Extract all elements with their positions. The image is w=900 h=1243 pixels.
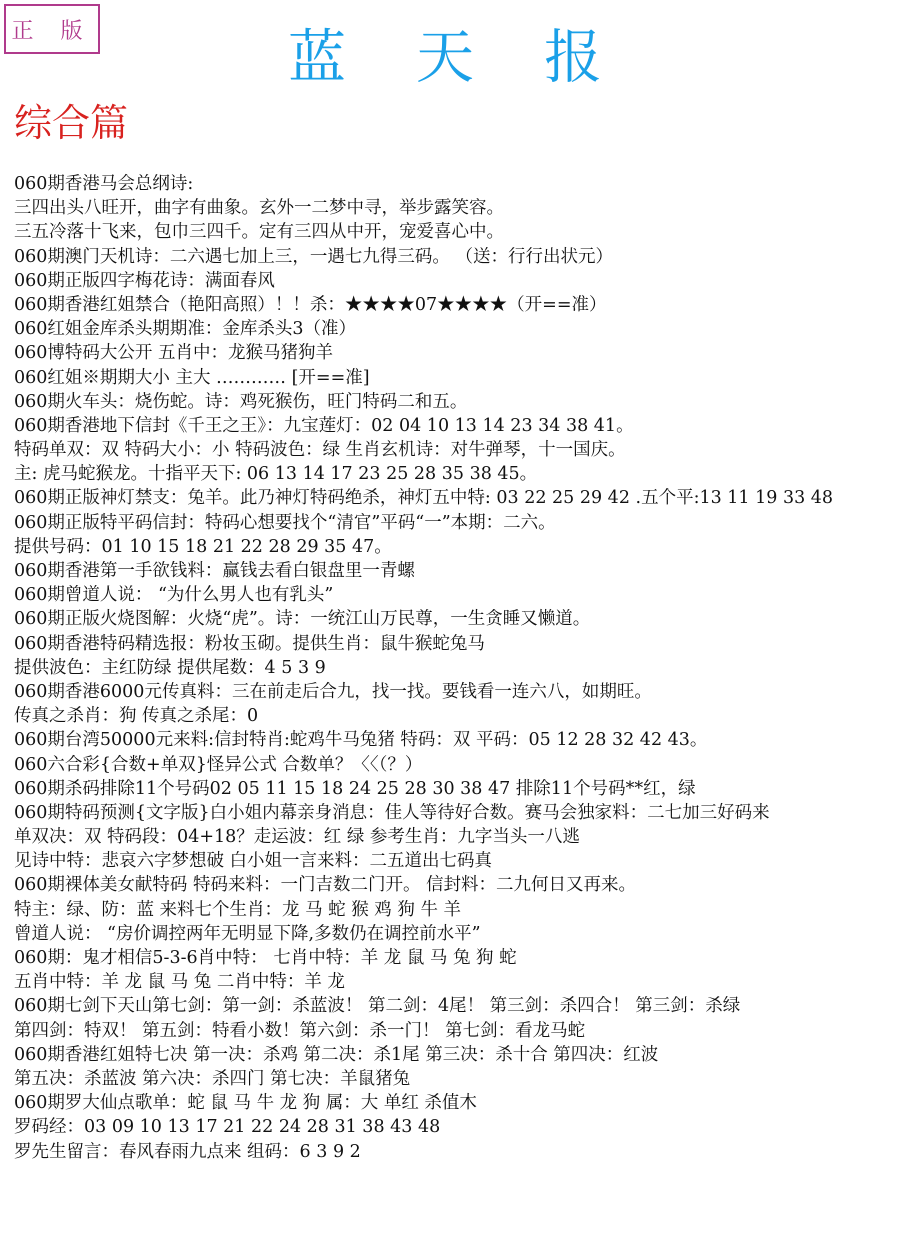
text-line: 060期澳门天机诗：二六遇七加上三，一遇七九得三码。 （送：行行出状元） (14, 246, 613, 267)
text-line: 罗码经：03 09 10 13 17 21 22 24 28 31 38 43 48 (14, 1117, 441, 1138)
text-line: 060期香港红姐禁合（艳阳高照）！！杀：★★★★07★★★★（开==准） (14, 294, 607, 315)
text-line: 特码单双：双 特码大小：小 特码波色：绿 生肖玄机诗：对牛弹琴，十一国庆。 (14, 440, 626, 461)
text-line: 060期曾道人说： “为什么男人也有乳头” (14, 585, 334, 606)
text-line: 见诗中特：悲哀六字梦想破 白小姐一言来料：二五道出七码真 (14, 851, 493, 872)
text-line: 提供波色：主红防绿 提供尾数：4 5 3 9 (14, 657, 326, 678)
text-line: 060博特码大公开 五肖中：龙猴马猪狗羊 (14, 343, 333, 364)
text-line: 第五决：杀蓝波 第六决：杀四门 第七决：羊鼠猪兔 (14, 1068, 411, 1089)
text-line: 单双决：双 特码段：04+18？走运波：红 绿 参考生肖：九字当头一八逃 (14, 827, 580, 848)
text-line: 罗先生留言：春风春雨九点来 组码：6 3 9 2 (14, 1141, 361, 1162)
text-line: 060六合彩{合数+单双}怪异公式 合数单？〈〈（？） (14, 754, 423, 775)
text-line: 060期正版火烧图解：火烧“虎”。诗：一统江山万民尊，一生贪睡又懒道。 (14, 609, 591, 630)
text-line: 060红姐金库杀头期期准：金库杀头3（准） (14, 319, 357, 340)
text-line: 主: 虎马蛇猴龙。十指平天下: 06 13 14 17 23 25 28 35 38 45。 (14, 464, 538, 485)
text-line: 060期台湾50000元来料:信封特肖:蛇鸡牛马兔猪 特码：双 平码：05 12 28 32 42 43。 (14, 730, 708, 751)
section-title: 综合篇 (14, 101, 129, 145)
text-line: 060期香港特码精选报：粉妆玉砌。提供生肖：鼠牛猴蛇兔马 (14, 633, 485, 654)
text-line: 060期火车头：烧伤蛇。诗：鸡死猴伤，旺门特码二和五。 (14, 391, 468, 412)
text-line: 060期香港马会总纲诗: (14, 174, 194, 194)
text-line: 060期香港第一手欲钱料：赢钱去看白银盘里一青螺 (14, 561, 415, 581)
text-line: 第四剑：特双！ 第五剑：特看小数！第六剑：杀一门！ 第七剑：看龙马蛇 (14, 1020, 586, 1041)
text-line: 060期：鬼才相信5-3-6肖中特： 七肖中特：羊 龙 鼠 马 兔 狗 蛇 (14, 948, 517, 968)
text-line: 060期特码预测{文字版}白小姐内幕亲身消息：佳人等待好合数。赛马会独家料：二七加三好码来 (14, 802, 770, 823)
text-line: 060期七剑下天山第七剑：第一剑：杀蓝波！ 第二剑：4尾！ 第三剑：杀四合！ 第三剑：杀绿 (14, 996, 741, 1017)
text-line: 060期香港红姐特七决 第一决：杀鸡 第二决：杀1尾 第三决：杀十合 第四决：红波 (14, 1044, 659, 1065)
text-line: 060期正版神灯禁支：兔羊。此乃神灯特码绝杀，神灯五中特: 03 22 25 29 42 .五个平:13 11 19 33 48 (14, 488, 834, 509)
text-line: 060期正版四字梅花诗：满面春风 (14, 270, 275, 291)
text-line: 060期正版特平码信封：特码心想要找个“清官”平码“一”本期：二六。 (14, 512, 556, 533)
text-line: 060期裸体美女献特码 特码来料：一门吉数二门开。 信封料：二九何日又再来。 (14, 875, 637, 896)
text-line: 060期罗大仙点歌单：蛇 鼠 马 牛 龙 狗 属：大 单红 杀值木 (14, 1093, 477, 1114)
text-line: 060红姐※期期大小 主大 ………… [开==准] (14, 367, 370, 388)
text-line: 060期香港6000元传真料：三在前走后合九，找一找。要钱看一连六八，如期旺。 (14, 681, 652, 702)
page-title: 蓝天报 (287, 23, 672, 91)
text-line: 提供号码：01 10 15 18 21 22 28 29 35 47。 (14, 536, 392, 557)
text-line: 060期杀码排除11个号码02 05 11 15 18 24 25 28 30 38 47 排除11个号码**红，绿 (14, 778, 696, 799)
text-line: 三四出头八旺开，曲字有曲象。玄外一二梦中寻，举步露笑容。 (14, 198, 504, 219)
text-line: 060期香港地下信封《千王之王》：九宝莲灯：02 04 10 13 14 23 34 38 41。 (14, 415, 634, 436)
edition-badge: 正 版 (4, 4, 100, 54)
text-line: 三五冷落十飞来，包巾三四千。定有三四从中开，宠爱喜心中。 (14, 222, 504, 243)
content-lines (14, 172, 894, 1164)
text-line: 特主：绿、防：蓝 来料七个生肖：龙 马 蛇 猴 鸡 狗 牛 羊 (14, 899, 462, 920)
text-line: 五肖中特：羊 龙 鼠 马 兔 二肖中特：羊 龙 (14, 972, 345, 993)
text-line: 曾道人说： “房价调控两年无明显下降,多数仍在调控前水平” (14, 923, 481, 944)
text-line: 传真之杀肖：狗 传真之杀尾：0 (14, 706, 259, 727)
